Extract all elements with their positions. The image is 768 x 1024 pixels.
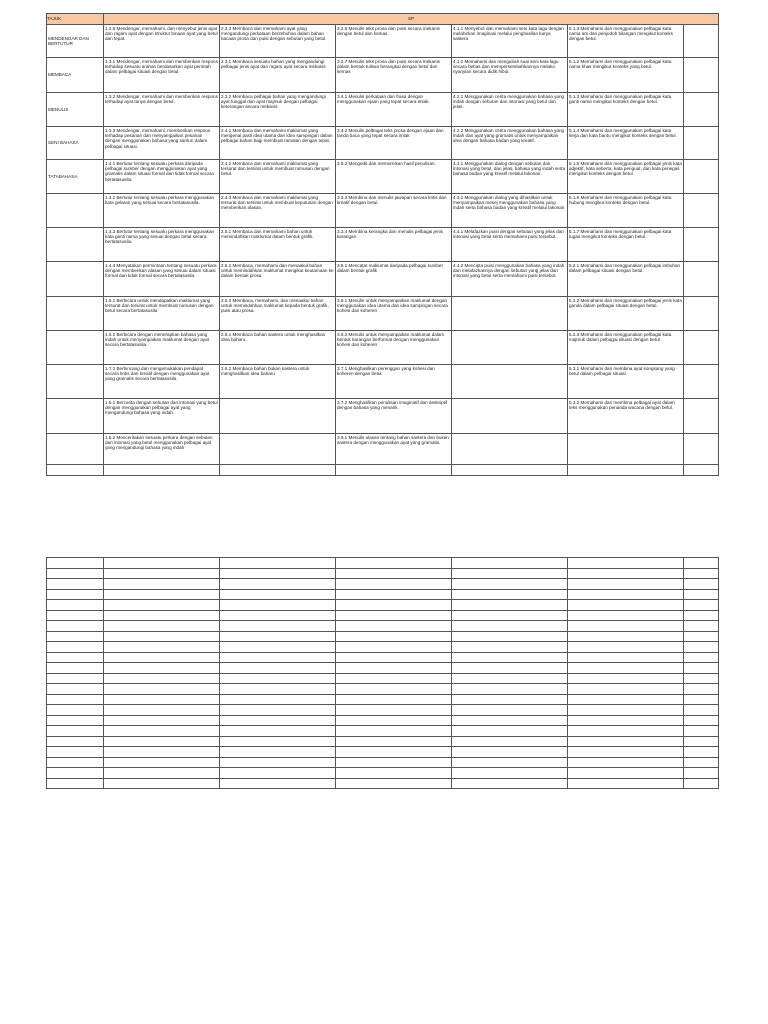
sp-cell: 3.6.2 Menulis untuk menyampaikan maklumat dalam bentuk karangan berformat dengan menggunakan kohesi dan koheren bbox=[336, 331, 452, 365]
empty-grid-row bbox=[47, 673, 719, 684]
empty-cell bbox=[452, 465, 568, 476]
topic-cell bbox=[47, 434, 104, 465]
empty-cell bbox=[452, 600, 568, 611]
sp-cell: 3.6.1 Menulis untuk menyampaikan maklumat dengan menggunakan idea utama dan idea sampingan secara kohesi dan koheren bbox=[336, 297, 452, 331]
empty-cell bbox=[568, 589, 684, 600]
empty-cell bbox=[568, 579, 684, 590]
sp-cell bbox=[452, 365, 568, 399]
sp-cell: 4.2.2 Menggunakan cerita menggunakan bahasa yang indah dan ayat yang gramatis untuk menyampaikan idea dengan bahasa badan yang kreatif. bbox=[452, 127, 568, 160]
empty-grid-row bbox=[47, 600, 719, 611]
empty-cell bbox=[568, 642, 684, 653]
empty-cell bbox=[104, 579, 220, 590]
empty-cell bbox=[47, 705, 104, 716]
empty-cell bbox=[568, 673, 684, 684]
empty-grid-row bbox=[47, 778, 719, 789]
empty-cell bbox=[336, 684, 452, 695]
empty-grid-row bbox=[47, 768, 719, 779]
empty-grid-row bbox=[47, 579, 719, 590]
topic-cell bbox=[47, 365, 104, 399]
empty-cell bbox=[452, 610, 568, 621]
topic-cell bbox=[47, 194, 104, 228]
empty-grid-row bbox=[47, 568, 719, 579]
empty-cell bbox=[452, 589, 568, 600]
empty-cell bbox=[220, 610, 336, 621]
empty-cell bbox=[104, 652, 220, 663]
empty-cell bbox=[568, 747, 684, 758]
sp-cell: 5.2.2 Memahami dan menggunakan pelbagai jenis kata ganda dalam pelbagai situasi dengan betul. bbox=[568, 297, 684, 331]
topic-cell bbox=[47, 297, 104, 331]
topic-cell: TATABAHASA bbox=[47, 160, 104, 194]
empty-cell bbox=[684, 621, 719, 632]
empty-cell bbox=[452, 568, 568, 579]
empty-cell bbox=[336, 558, 452, 569]
topic-cell: MEMBACA bbox=[47, 58, 104, 93]
sp-cell: 3.8.2 Mengedit dan memurnikan hasil penulisan. bbox=[336, 160, 452, 194]
empty-cell bbox=[47, 747, 104, 758]
table-row bbox=[47, 297, 719, 331]
empty-cell bbox=[104, 642, 220, 653]
sp-cell: 2.6.1 Membaca bahan sastera untuk menghasilkan idea baharu. bbox=[220, 331, 336, 365]
empty-cell bbox=[336, 600, 452, 611]
sp-cell: 5.2.1 Memahami dan menggunakan pelbagai imbuhan dalam pelbagai situasi dengan betul. bbox=[568, 262, 684, 297]
empty-cell bbox=[452, 705, 568, 716]
table-row bbox=[47, 331, 719, 365]
empty-grid-row bbox=[47, 652, 719, 663]
sp-cell: 5.1.7 Memahami dan menggunakan pelbagai kata tugas mengikut konteks dengan betul. bbox=[568, 228, 684, 262]
empty-cell bbox=[684, 579, 719, 590]
empty-cell bbox=[684, 726, 719, 737]
empty-cell bbox=[336, 568, 452, 579]
empty-cell bbox=[336, 768, 452, 779]
empty-cell bbox=[220, 715, 336, 726]
sp-cell: 4.4.2 Mencipta puisi menggunakan bahasa yang indah dan melafazkannya dengan sebutan yang jelas dan intonasi yang betul serta memahami puisi tersebut. bbox=[452, 262, 568, 297]
empty-cell bbox=[336, 778, 452, 789]
empty-grid-row bbox=[47, 642, 719, 653]
empty-cell bbox=[47, 757, 104, 768]
sp-cell bbox=[684, 93, 719, 127]
sp-cell: 4.1.1 Menyebut dan memahami seni kata lagu dengan melahirkan imaginasi melalui penghasilan karya sastera bbox=[452, 25, 568, 58]
sp-cell: 3.2.6 Menulis teks prosa dan puisi secara mekanis dengan betul dan kemas. bbox=[336, 25, 452, 58]
sp-cell: 2.2.3 Membaca dan memahami ayat yang mengandungi perkataan berimbuhan dalam bahan bacaan prosa dan puisi dengan sebutan yang betul. bbox=[220, 25, 336, 58]
empty-cell bbox=[104, 589, 220, 600]
empty-cell bbox=[568, 705, 684, 716]
table-row bbox=[47, 194, 719, 228]
empty-cell bbox=[568, 694, 684, 705]
table-row-empty bbox=[47, 465, 719, 476]
empty-cell bbox=[336, 747, 452, 758]
empty-cell bbox=[684, 631, 719, 642]
sp-cell: 1.3.3 Mendengar, memahami, memberikan respons terhadap pesanan dan menyampaikan pesanan dengan menggunakan bahasa yang santun dalam pelbagai situasi. bbox=[104, 127, 220, 160]
empty-cell bbox=[336, 652, 452, 663]
empty-cell bbox=[452, 768, 568, 779]
empty-cell bbox=[568, 568, 684, 579]
empty-cell bbox=[47, 673, 104, 684]
empty-cell bbox=[684, 694, 719, 705]
table-row bbox=[47, 160, 719, 194]
empty-cell bbox=[104, 736, 220, 747]
sp-cell bbox=[684, 194, 719, 228]
empty-cell bbox=[452, 652, 568, 663]
table-row bbox=[47, 399, 719, 434]
sp-cell: 4.3.2 Menggunakan dialog yang dihasilkan untuk menyampaikan mesej menggunakan bahasa yang indah serta bahasa badan yang kreatif melalui lakonan bbox=[452, 194, 568, 228]
sp-cell bbox=[684, 434, 719, 465]
empty-cell bbox=[568, 663, 684, 674]
empty-cell bbox=[47, 736, 104, 747]
empty-cell bbox=[220, 778, 336, 789]
empty-cell bbox=[684, 663, 719, 674]
topic-cell: MENDENGAR DAN BERTUTUR bbox=[47, 25, 104, 58]
empty-cell bbox=[452, 757, 568, 768]
empty-cell bbox=[684, 705, 719, 716]
empty-cell bbox=[336, 631, 452, 642]
sp-cell: 3.9.1 Menulis ulasan tentang bahan sastera dan bukan sastera dengan menggunakan ayat yang gramatis. bbox=[336, 434, 452, 465]
sp-cell bbox=[452, 399, 568, 434]
empty-cell bbox=[104, 726, 220, 737]
empty-cell bbox=[47, 631, 104, 642]
empty-grid bbox=[46, 557, 719, 789]
empty-cell bbox=[336, 715, 452, 726]
empty-cell bbox=[684, 652, 719, 663]
sp-cell bbox=[684, 399, 719, 434]
empty-cell bbox=[220, 663, 336, 674]
empty-cell bbox=[220, 652, 336, 663]
empty-grid-row bbox=[47, 757, 719, 768]
sp-cell: 2.5.2 Membaca, memahami dan menaakul bahan untuk memindahkan maklumat mengikut keutamaan ke dalam bentuk prosa. bbox=[220, 262, 336, 297]
empty-cell bbox=[47, 568, 104, 579]
empty-grid-body bbox=[47, 558, 719, 789]
empty-cell bbox=[568, 768, 684, 779]
empty-cell bbox=[47, 465, 104, 476]
empty-cell bbox=[104, 757, 220, 768]
sp-cell: 2.4.1 Membaca dan memahami maklumat yang mengenal pasti idea utama dan idea sampingan dalam pelbagai bahan bagi membuat ramalan dengan tepat. bbox=[220, 127, 336, 160]
header-sp: SP bbox=[104, 14, 719, 25]
sp-cell bbox=[684, 127, 719, 160]
sp-cell bbox=[220, 434, 336, 465]
empty-cell bbox=[568, 631, 684, 642]
empty-cell bbox=[684, 673, 719, 684]
empty-cell bbox=[47, 778, 104, 789]
empty-grid-row bbox=[47, 663, 719, 674]
empty-cell bbox=[47, 621, 104, 632]
empty-cell bbox=[684, 736, 719, 747]
empty-grid-row bbox=[47, 621, 719, 632]
empty-cell bbox=[47, 715, 104, 726]
sp-cell: 3.5.1 Mencatat maklumat daripada pelbagai sumber dalam bentuk grafik bbox=[336, 262, 452, 297]
sp-cell: 5.1.4 Memahami dan menggunakan pelbagai kata kerja dan kata bantu mengikut konteks dengan betul. bbox=[568, 127, 684, 160]
empty-cell bbox=[452, 631, 568, 642]
empty-grid-row bbox=[47, 715, 719, 726]
empty-cell bbox=[336, 694, 452, 705]
table-row bbox=[47, 228, 719, 262]
empty-cell bbox=[104, 600, 220, 611]
empty-cell bbox=[452, 621, 568, 632]
sp-cell: 2.4.2 Membaca dan memahami maklumat yang tersurat dan tersirat untuk membuat rumusan dengan betul. bbox=[220, 160, 336, 194]
table-row bbox=[47, 434, 719, 465]
empty-cell bbox=[336, 589, 452, 600]
empty-cell bbox=[684, 589, 719, 600]
sp-cell: 1.4.2 Bertutur tentang sesuatu perkara menggunakan kata gelaran yang sesuai secara bertatasusila. bbox=[104, 194, 220, 228]
empty-cell bbox=[47, 610, 104, 621]
empty-grid-row bbox=[47, 610, 719, 621]
empty-cell bbox=[220, 465, 336, 476]
empty-cell bbox=[684, 642, 719, 653]
sp-cell bbox=[684, 365, 719, 399]
empty-cell bbox=[684, 768, 719, 779]
empty-grid-row bbox=[47, 726, 719, 737]
sp-cell: 1.4.1 Bertutur tentang sesuatu perkara daripada pelbagai sumber dengan menggunakan ayat yang gramatis dalam situasi formal dan tidak formal secara bertatasusila. bbox=[104, 160, 220, 194]
sp-cell bbox=[684, 262, 719, 297]
sp-cell: 4.3.1 Menggunakan dialog dengan sebutan dan intonasi yang betul, dan jelas, bahasa yang indah serta bahasa badan yang kreatif melalui lakonan. bbox=[452, 160, 568, 194]
empty-cell bbox=[47, 726, 104, 737]
empty-cell bbox=[684, 778, 719, 789]
sp-cell: 1.5.1 Bercerita dengan sebutan dan intonasi yang betul dengan menggunakan pelbagai ayat yang mengandungi bahasa yang indah. bbox=[104, 399, 220, 434]
sp-cell bbox=[568, 434, 684, 465]
sp-cell: 5.2.3 Memahami dan menggunakan pelbagai kata majmuk dalam pelbagai situasi dengan betul. bbox=[568, 331, 684, 365]
empty-cell bbox=[568, 621, 684, 632]
empty-cell bbox=[47, 600, 104, 611]
sp-cell: 3.7.1 Menghasilkan perenggan yang kohesi dan koheren dengan betul. bbox=[336, 365, 452, 399]
empty-cell bbox=[568, 652, 684, 663]
empty-cell bbox=[104, 621, 220, 632]
topic-cell: SENI BAHASA bbox=[47, 127, 104, 160]
sp-cell: 1.4.3 Bertutur tentang sesuatu perkara menggunakan kata ganti nama yang sesuai dengan betul secara bertatasusila. bbox=[104, 228, 220, 262]
table-row bbox=[47, 127, 719, 160]
empty-cell bbox=[568, 778, 684, 789]
empty-cell bbox=[47, 642, 104, 653]
empty-cell bbox=[220, 684, 336, 695]
sp-cell: 1.6.1 Berbicara dengan menerapkan bahasa yang indah untuk menyampaikan maklumat dengan ayat secara bertatasusila. bbox=[104, 331, 220, 365]
empty-cell bbox=[684, 747, 719, 758]
empty-grid-row bbox=[47, 589, 719, 600]
empty-cell bbox=[336, 726, 452, 737]
empty-cell bbox=[104, 673, 220, 684]
sp-cell: 2.4.3 Membaca dan memahami maklumat yang tersurat dan tersirat untuk membuat keputusan dengan memberikan alasan. bbox=[220, 194, 336, 228]
empty-cell bbox=[336, 673, 452, 684]
empty-cell bbox=[684, 715, 719, 726]
empty-cell bbox=[220, 726, 336, 737]
sp-cell: 1.3.2 Mendengar, memahami dan memberikan respons terhadap ayat tanya dengan betul. bbox=[104, 93, 220, 127]
sp-cell: 3.7.2 Menghasilkan penulisan imaginatif dan deskriptif dengan bahasa yang menarik. bbox=[336, 399, 452, 434]
empty-cell bbox=[104, 768, 220, 779]
empty-cell bbox=[220, 673, 336, 684]
empty-cell bbox=[104, 558, 220, 569]
empty-grid-row bbox=[47, 736, 719, 747]
empty-cell bbox=[104, 684, 220, 695]
empty-cell bbox=[568, 736, 684, 747]
sp-cell bbox=[452, 297, 568, 331]
empty-cell bbox=[47, 652, 104, 663]
empty-cell bbox=[568, 558, 684, 569]
sp-cell: 1.4.4 Menyatakan permintaan tentang sesuatu perkara dengan memberikan alasan yang sesuai dalam situasi formal dan tidak formal secara bertatasusila. bbox=[104, 262, 220, 297]
empty-cell bbox=[104, 610, 220, 621]
sp-cell bbox=[220, 399, 336, 434]
sp-cell: 1.5.2 Menceritakan sesuatu perkara dengan sebutan dan intonasi yang betul menggunakan pelbagai ayat yang mengandungi bahasa yang indah bbox=[104, 434, 220, 465]
empty-cell bbox=[336, 465, 452, 476]
empty-cell bbox=[220, 642, 336, 653]
empty-grid-row bbox=[47, 747, 719, 758]
topic-cell: MENULIS bbox=[47, 93, 104, 127]
table-row bbox=[47, 365, 719, 399]
sp-cell bbox=[684, 25, 719, 58]
empty-cell bbox=[220, 736, 336, 747]
sp-cell: 2.5.1 Membaca dan memahami bahan untuk memindahkan maklumat dalam bentuk grafik. bbox=[220, 228, 336, 262]
empty-cell bbox=[220, 747, 336, 758]
sp-cell: 1.2.6 Mendengar, memahami, dan menyebut jenis ayat dan ragam ayat dengan struktur binaan ayat yang betul dan tepat. bbox=[104, 25, 220, 58]
topic-cell bbox=[47, 228, 104, 262]
sp-cell: 3.3.3 Membina dan menulis jawapan secara kritis dan kreatif dengan betul. bbox=[336, 194, 452, 228]
empty-cell bbox=[568, 610, 684, 621]
empty-cell bbox=[47, 694, 104, 705]
sp-cell: 4.1.2 Memahami dan mengubah suai seni kata lagu secara bebas dan mempersembahkannya melalui nyanyian secara didik hibur. bbox=[452, 58, 568, 93]
sp-cell: 2.6.2 Membaca bahan bukan sastera untuk menghasilkan idea baharu bbox=[220, 365, 336, 399]
sp-cell bbox=[452, 434, 568, 465]
empty-cell bbox=[47, 684, 104, 695]
empty-cell bbox=[47, 579, 104, 590]
sp-cell: 3.2.7 Menulis teks prosa dan puisi secara mekanis dalam bentuk tulisan berangkai dengan betul dan kemas bbox=[336, 58, 452, 93]
empty-cell bbox=[336, 757, 452, 768]
sp-cell: 1.3.1 Mendengar, memahami dan memberikan respons terhadap sesuatu arahan berdasarkan ayat perintah dalam pelbagai situasi dengan betul. bbox=[104, 58, 220, 93]
empty-cell bbox=[452, 715, 568, 726]
empty-cell bbox=[452, 579, 568, 590]
empty-cell bbox=[104, 747, 220, 758]
empty-cell bbox=[336, 705, 452, 716]
empty-cell bbox=[452, 736, 568, 747]
sp-cell: 3.3.4 Membina kerangka dan menulis pelbagai jenis karangan bbox=[336, 228, 452, 262]
empty-cell bbox=[336, 663, 452, 674]
sp-cell: 2.3.2 Membaca pelbagai bahan yang mengandungi ayat tunggal dan ayat majmuk dengan pelbagai keterangan secara mekanis bbox=[220, 93, 336, 127]
empty-cell bbox=[220, 600, 336, 611]
empty-cell bbox=[684, 558, 719, 569]
empty-cell bbox=[220, 631, 336, 642]
sp-cell: 5.1.5 Memahami dan menggunakan pelbagai jenis kata adjektif, kata seberta, kata penguat, dan kata penegas mengikut konteks dengan betul. bbox=[568, 160, 684, 194]
empty-cell bbox=[336, 621, 452, 632]
sp-cell: 5.3.1 Memahami dan membina ayat songsang yang betul dalam pelbagai situasi. bbox=[568, 365, 684, 399]
empty-cell bbox=[568, 600, 684, 611]
empty-cell bbox=[568, 715, 684, 726]
sp-cell: 2.3.1 Membaca sesuatu bahan yang mengandungi pelbagai jenis ayat dan ragam ayat secara mekanis bbox=[220, 58, 336, 93]
empty-cell bbox=[452, 778, 568, 789]
table-row bbox=[47, 25, 719, 58]
sp-cell: 4.2.1 Menggunakan cerita menggunakan bahasa yang indah dengan sebutan dan intonasi yang betul dan jelas. bbox=[452, 93, 568, 127]
sp-cell: 5.1.2 Memahami dan menggunakan pelbagai kata nama khas mengikut konteks yang betul. bbox=[568, 58, 684, 93]
empty-grid-row bbox=[47, 631, 719, 642]
empty-cell bbox=[220, 705, 336, 716]
sp-cell: 5.1.6 Memahami dan menggunakan pelbagai kata hubung mengikut konteks dengan betul. bbox=[568, 194, 684, 228]
empty-cell bbox=[104, 465, 220, 476]
empty-cell bbox=[336, 579, 452, 590]
sp-cell: 3.4.1 Menulis perkataan dan frasa dengan menggunakan ejaan yang tepat secara imlak. bbox=[336, 93, 452, 127]
empty-cell bbox=[336, 642, 452, 653]
empty-grid-row bbox=[47, 694, 719, 705]
sp-cell bbox=[684, 331, 719, 365]
empty-grid-row bbox=[47, 684, 719, 695]
empty-cell bbox=[47, 768, 104, 779]
sp-cell: 1.7.2 Berbincang dan mengemukakan pendapat secara kritis dan kreatif dengan menggunakan ayat yang gramatis secara bertatasusila. bbox=[104, 365, 220, 399]
empty-cell bbox=[684, 600, 719, 611]
empty-cell bbox=[220, 757, 336, 768]
sp-cell bbox=[452, 331, 568, 365]
empty-cell bbox=[684, 610, 719, 621]
empty-cell bbox=[220, 558, 336, 569]
empty-cell bbox=[452, 642, 568, 653]
empty-cell bbox=[568, 684, 684, 695]
empty-cell bbox=[104, 663, 220, 674]
header-tajuk: TAJUK bbox=[47, 14, 104, 25]
empty-cell bbox=[452, 694, 568, 705]
empty-cell bbox=[452, 558, 568, 569]
sp-cell bbox=[684, 160, 719, 194]
empty-cell bbox=[47, 589, 104, 600]
empty-cell bbox=[47, 663, 104, 674]
sp-cell: 5.1.3 Memahami dan menggunakan pelbagai kata ganti nama mengikut konteks dengan betul. bbox=[568, 93, 684, 127]
empty-cell bbox=[568, 465, 684, 476]
empty-cell bbox=[684, 684, 719, 695]
topic-cell bbox=[47, 262, 104, 297]
table-row bbox=[47, 262, 719, 297]
empty-cell bbox=[104, 694, 220, 705]
sp-cell bbox=[684, 297, 719, 331]
empty-cell bbox=[568, 757, 684, 768]
empty-cell bbox=[104, 715, 220, 726]
empty-cell bbox=[220, 579, 336, 590]
empty-cell bbox=[452, 726, 568, 737]
sp-cell: 1.5.1 Berbicara untuk mendapatkan maklumat yang tersurat dan tersirat untuk membuat rumusan dengan betul secara bertatasusila bbox=[104, 297, 220, 331]
sp-cell: 3.4.2 Menulis pelbagai teks prosa dengan ejaan dan tanda baca yang tepat secara imlak bbox=[336, 127, 452, 160]
empty-cell bbox=[220, 568, 336, 579]
empty-cell bbox=[104, 705, 220, 716]
empty-cell bbox=[336, 736, 452, 747]
empty-grid-row bbox=[47, 558, 719, 569]
empty-cell bbox=[452, 684, 568, 695]
sp-cell bbox=[684, 58, 719, 93]
topic-cell bbox=[47, 331, 104, 365]
sp-table bbox=[46, 13, 719, 476]
empty-grid-row bbox=[47, 705, 719, 716]
empty-cell bbox=[47, 558, 104, 569]
empty-cell bbox=[684, 465, 719, 476]
sp-cell: 2.5.3 Membaca, memahami, dan menaakul bahan untuk memindahkan maklumat kepada bentuk grafik, puisi atau prosa. bbox=[220, 297, 336, 331]
empty-cell bbox=[336, 610, 452, 621]
empty-cell bbox=[568, 726, 684, 737]
empty-cell bbox=[452, 663, 568, 674]
empty-cell bbox=[684, 568, 719, 579]
empty-cell bbox=[684, 757, 719, 768]
sp-cell: 5.3.2 Memahami dan membina pelbagai ayat dalam teks menggunakan penanda wacana dengan betul. bbox=[568, 399, 684, 434]
header-row bbox=[47, 14, 719, 25]
empty-cell bbox=[104, 568, 220, 579]
table-row bbox=[47, 93, 719, 127]
sp-cell: 5.1.3 Memahami dan menggunakan pelbagai kata nama am dan penjodoh bilangan mengikut konteks dengan betul. bbox=[568, 25, 684, 58]
sp-cell bbox=[684, 228, 719, 262]
empty-cell bbox=[220, 768, 336, 779]
table-row bbox=[47, 58, 719, 93]
empty-cell bbox=[104, 631, 220, 642]
empty-cell bbox=[220, 589, 336, 600]
empty-cell bbox=[220, 621, 336, 632]
sp-cell: 4.4.1 Melafazkan puisi dengan sebutan yang jelas dan intonasi yang betul serta memahami puisi tersebut. bbox=[452, 228, 568, 262]
empty-cell bbox=[220, 694, 336, 705]
empty-cell bbox=[452, 673, 568, 684]
empty-cell bbox=[104, 778, 220, 789]
topic-cell bbox=[47, 399, 104, 434]
empty-cell bbox=[452, 747, 568, 758]
